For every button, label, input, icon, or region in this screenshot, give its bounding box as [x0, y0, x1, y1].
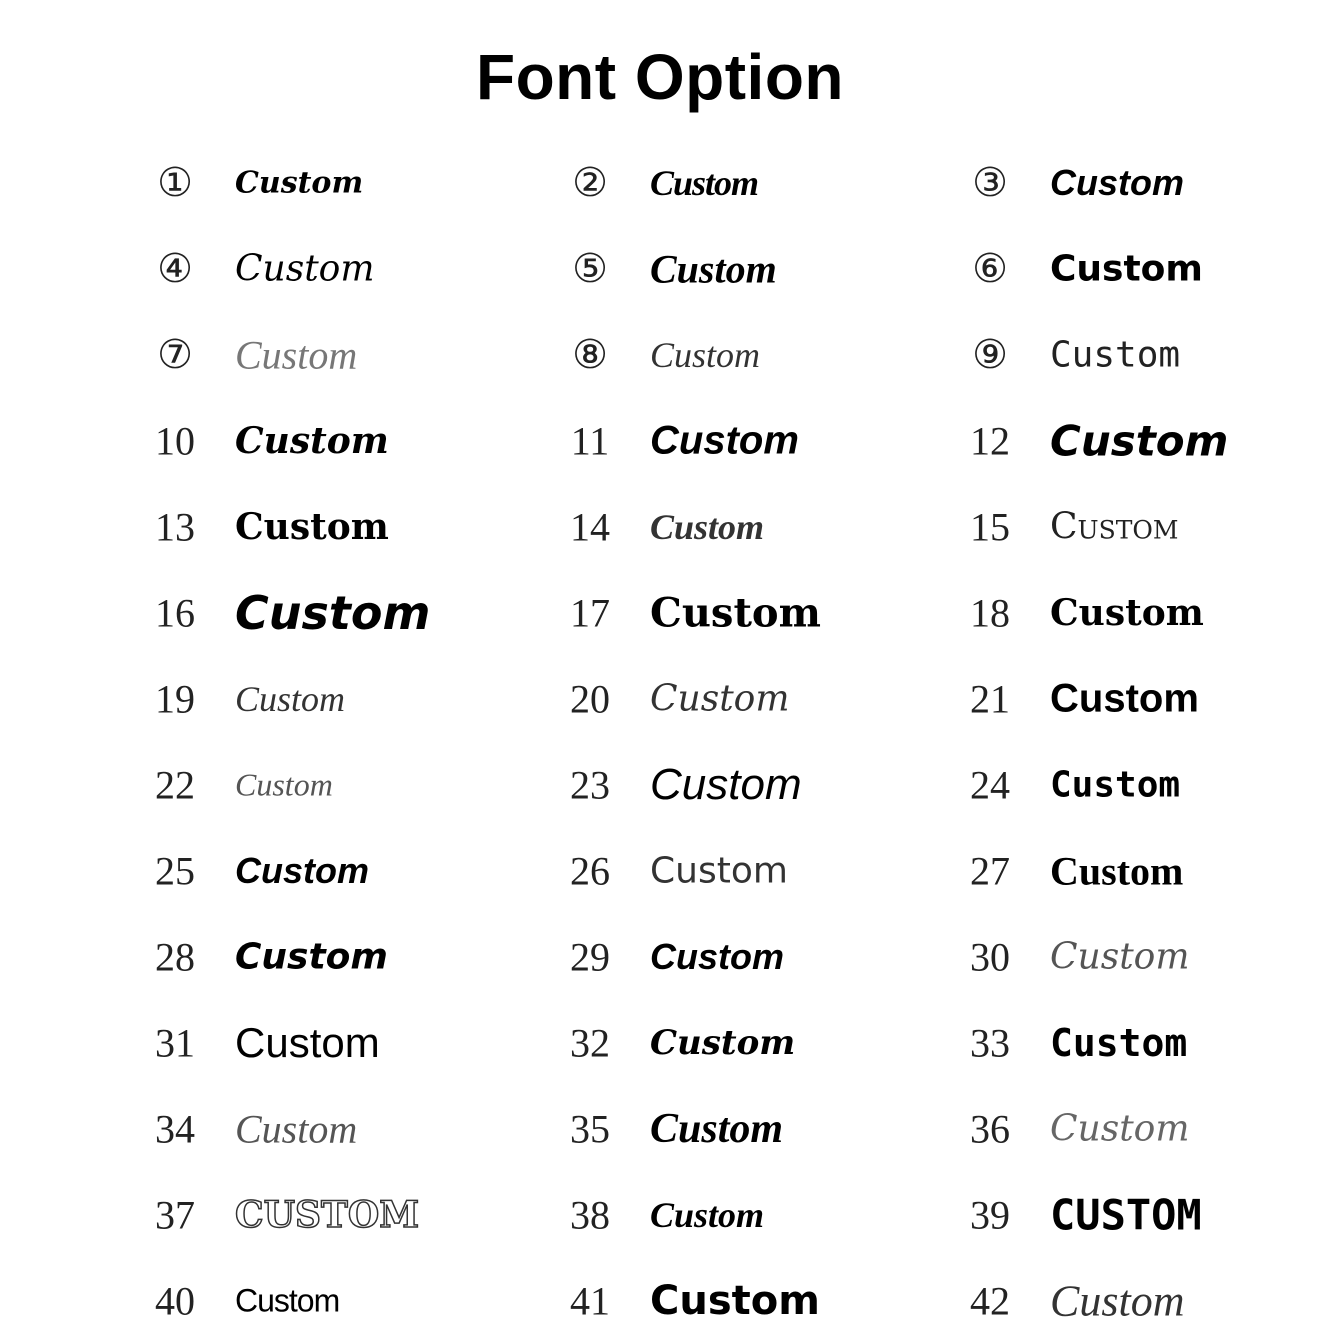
font-option-item[interactable] [140, 1172, 540, 1258]
font-option-number: 20 [570, 676, 610, 722]
font-option-number: 17 [570, 590, 610, 636]
font-sample-text: Custom [650, 678, 790, 720]
font-sample-text: Custom [650, 1106, 784, 1152]
font-option-number: 15 [970, 504, 1010, 550]
font-option-item[interactable] [955, 570, 1320, 656]
font-option-item[interactable] [955, 914, 1320, 1000]
font-option-number: 31 [155, 1020, 195, 1066]
font-sample-text: Custom [1050, 506, 1179, 548]
font-option-item[interactable] [140, 484, 540, 570]
font-option-number: 10 [155, 418, 195, 464]
font-option-item[interactable] [555, 484, 955, 570]
font-sample-text: Custom [235, 586, 431, 640]
font-option-item[interactable] [555, 570, 955, 656]
font-option-number: ② [572, 160, 608, 206]
font-option-item[interactable] [140, 1086, 540, 1172]
font-option-item[interactable] [955, 742, 1320, 828]
font-sample-text: Custom [1050, 848, 1184, 894]
font-option-number: 21 [970, 676, 1010, 722]
font-sample-text: Custom [235, 850, 369, 891]
font-sample-text: Custom [235, 1019, 380, 1066]
font-sample-text: Custom [235, 420, 389, 462]
font-sample-text: Custom [235, 1282, 340, 1319]
font-option-item[interactable] [140, 312, 540, 398]
font-sample-text: Custom [1050, 592, 1204, 634]
font-option-item[interactable] [955, 1086, 1320, 1172]
font-sample-text: Custom [1050, 1108, 1190, 1150]
font-sample-text: Custom [650, 418, 799, 463]
font-option-item[interactable] [955, 484, 1320, 570]
font-option-item[interactable] [555, 828, 955, 914]
font-option-number: 16 [155, 590, 195, 636]
font-option-number: 24 [970, 762, 1010, 808]
font-sample-text: Custom [235, 679, 346, 719]
font-sample-text: Custom [235, 936, 388, 978]
font-option-item[interactable] [140, 1000, 540, 1086]
font-sample-text: Custom [1050, 248, 1203, 290]
font-sample-text: Custom [1050, 334, 1181, 376]
font-option-item[interactable] [555, 1000, 955, 1086]
font-option-number: ① [157, 160, 193, 206]
font-sample-text: Custom [650, 760, 802, 809]
font-option-number: 39 [970, 1192, 1010, 1238]
font-sample-text: Custom [235, 248, 375, 290]
font-option-number: 25 [155, 848, 195, 894]
font-sample-text: Custom [1050, 1021, 1188, 1065]
font-option-item[interactable] [555, 656, 955, 742]
font-option-number: 23 [570, 762, 610, 808]
font-option-number: 11 [570, 418, 610, 464]
font-option-item[interactable] [955, 226, 1320, 312]
font-option-item[interactable] [140, 828, 540, 914]
font-option-item[interactable] [955, 398, 1320, 484]
font-option-number: 27 [970, 848, 1010, 894]
font-option-item[interactable] [140, 226, 540, 312]
font-sample-text: Custom [650, 589, 821, 637]
font-option-item[interactable] [555, 1172, 955, 1258]
font-option-item[interactable] [955, 312, 1320, 398]
font-option-item[interactable] [555, 140, 955, 226]
font-option-item[interactable] [140, 742, 540, 828]
font-option-number: ⑥ [972, 246, 1008, 292]
font-option-item[interactable] [555, 312, 955, 398]
font-option-number: 22 [155, 762, 195, 808]
font-sample-text: Custom [235, 165, 364, 201]
font-option-number: 36 [970, 1106, 1010, 1152]
font-sample-text: Custom [650, 1195, 765, 1235]
font-sample-text: CUSTOM [1050, 1190, 1202, 1240]
font-sample-text: Custom [650, 1023, 796, 1063]
font-option-number: 38 [570, 1192, 610, 1238]
font-sample-text: Custom [650, 850, 788, 892]
font-sample-text: Custom [235, 332, 358, 378]
font-option-number: 12 [970, 418, 1010, 464]
font-option-item[interactable] [555, 1258, 955, 1344]
font-sample-text: Custom [235, 1106, 358, 1152]
font-option-number: 19 [155, 676, 195, 722]
font-option-number: 32 [570, 1020, 610, 1066]
page-title: Font Option [475, 41, 845, 113]
font-sample-text: Custom [650, 936, 784, 977]
font-option-number: ④ [157, 246, 193, 292]
font-option-number: 40 [155, 1278, 195, 1324]
font-option-item[interactable] [955, 1258, 1320, 1344]
font-option-number: 26 [570, 848, 610, 894]
font-option-number: 41 [570, 1278, 610, 1324]
font-option-item[interactable] [955, 656, 1320, 742]
font-option-grid [0, 140, 1320, 1340]
font-sample-text: CUSTOM [235, 1194, 420, 1236]
font-option-item[interactable] [955, 140, 1320, 226]
font-option-item[interactable] [140, 1258, 540, 1344]
font-option-item[interactable] [140, 656, 540, 742]
font-sample-text: Custom [650, 507, 765, 547]
font-sample-text: Custom [650, 335, 761, 375]
font-option-number: 42 [970, 1278, 1010, 1324]
font-sample-text: Custom [1050, 764, 1181, 806]
font-sample-text: Custom [650, 163, 759, 203]
font-option-item[interactable] [140, 398, 540, 484]
font-option-number: 34 [155, 1106, 195, 1152]
font-option-number: 29 [570, 934, 610, 980]
font-option-number: 14 [570, 504, 610, 550]
font-sample-text: Custom [1050, 936, 1190, 978]
font-option-number: 33 [970, 1020, 1010, 1066]
font-option-number: ③ [972, 160, 1008, 206]
font-option-number: 30 [970, 934, 1010, 980]
font-sample-text: Custom [235, 506, 389, 548]
font-option-item[interactable] [955, 1172, 1320, 1258]
font-option-number: ⑤ [572, 246, 608, 292]
font-option-item[interactable] [955, 828, 1320, 914]
font-sample-text: Custom [1050, 162, 1184, 203]
font-option-item[interactable] [555, 1086, 955, 1172]
font-option-number: 13 [155, 504, 195, 550]
font-option-item[interactable] [555, 226, 955, 312]
font-sample-text: Custom [650, 246, 777, 292]
font-option-item[interactable] [140, 140, 540, 226]
font-option-number: ⑦ [157, 332, 193, 378]
font-sample-text: Custom [1050, 1276, 1185, 1326]
font-sample-text: Custom [235, 766, 333, 803]
font-option-number: ⑧ [572, 332, 608, 378]
font-option-item[interactable] [140, 914, 540, 1000]
font-option-item[interactable] [140, 570, 540, 656]
font-option-item[interactable] [555, 398, 955, 484]
font-option-number: 37 [155, 1192, 195, 1238]
font-option-item[interactable] [555, 914, 955, 1000]
font-sample-text: Custom [1050, 416, 1229, 466]
font-option-number: ⑨ [972, 332, 1008, 378]
font-option-item[interactable] [955, 1000, 1320, 1086]
font-option-number: 35 [570, 1106, 610, 1152]
font-option-number: 18 [970, 590, 1010, 636]
font-option-number: 28 [155, 934, 195, 980]
font-sample-text: Custom [650, 1278, 820, 1324]
font-option-item[interactable] [555, 742, 955, 828]
font-sample-text: Custom [1050, 676, 1199, 721]
